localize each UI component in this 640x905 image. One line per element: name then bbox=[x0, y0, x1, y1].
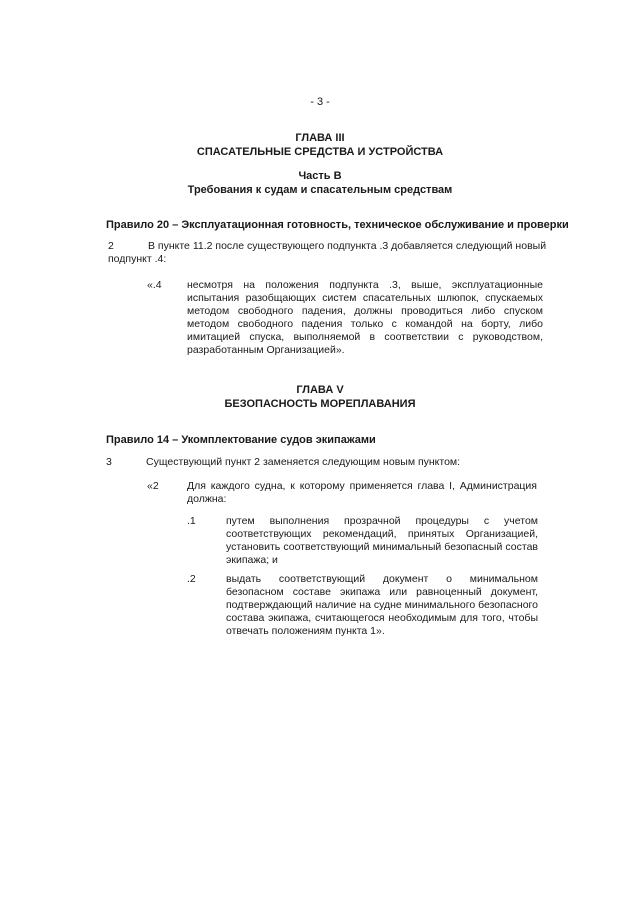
rule-14-point-2-number: .2 bbox=[187, 573, 196, 585]
rule-14-subitem-text: Для каждого судна, к которому применяется глава I, Администрация должна: bbox=[187, 480, 537, 505]
chapter-3-subtitle: СПАСАТЕЛЬНЫЕ СРЕДСТВА И УСТРОЙСТВА bbox=[196, 146, 444, 158]
rule-20-subitem-text: несмотря на положения подпункта .3, выше, эксплуатационные испытания разобщающих систем спасательных шлюпок, спускаемых методом свободного падения, должны проводиться либо спуском методом свободного падения только с командой на борту, либо имитацией спуска, выполняемой в соответствии с руководством, разработанным Организацией». bbox=[187, 279, 543, 356]
rule-20-item-line-1: В пункте 11.2 после существующего подпункта .3 добавляется следующий новый bbox=[148, 240, 547, 252]
rule-14-point-1-number: .1 bbox=[187, 515, 196, 527]
page-number: - 3 - bbox=[310, 96, 330, 108]
part-b-title: Часть B bbox=[298, 170, 342, 182]
rule-14-item-number: 3 bbox=[106, 456, 112, 468]
rule-14-point-1-text: путем выполнения прозрачной процедуры с учетом соответствующих рекомендаций, принятых Организацией, установить соответствующий минимальный безопасный состав экипажа; и bbox=[226, 515, 538, 566]
part-b-subtitle: Требования к судам и спасательным средствам bbox=[187, 184, 453, 196]
rule-14-item-text: Существующий пункт 2 заменяется следующим новым пунктом: bbox=[146, 456, 461, 468]
rule-20-item-line-2: подпункт .4: bbox=[108, 253, 167, 265]
rule-20-subitem-number: «.4 bbox=[147, 279, 162, 291]
rule-20-item-number: 2 bbox=[108, 240, 114, 252]
chapter-3-title: ГЛАВА III bbox=[295, 132, 345, 144]
chapter-5-title: ГЛАВА V bbox=[296, 384, 344, 396]
rule-20-heading: Правило 20 – Эксплуатационная готовность, техническое обслуживание и проверки bbox=[106, 219, 569, 231]
rule-14-subitem-number: «2 bbox=[147, 480, 159, 492]
rule-14-heading: Правило 14 – Укомплектование судов экипажами bbox=[106, 434, 376, 446]
rule-14-point-2-text: выдать соответствующий документ о минимальном безопасном составе экипажа или равноценный документ, подтверждающий наличие на судне минимального безопасного состава экипажа, считающегося необходимым для того, чтобы отвечать положениям пункта 1». bbox=[226, 573, 538, 637]
chapter-5-subtitle: БЕЗОПАСНОСТЬ МОРЕПЛАВАНИЯ bbox=[224, 398, 416, 410]
